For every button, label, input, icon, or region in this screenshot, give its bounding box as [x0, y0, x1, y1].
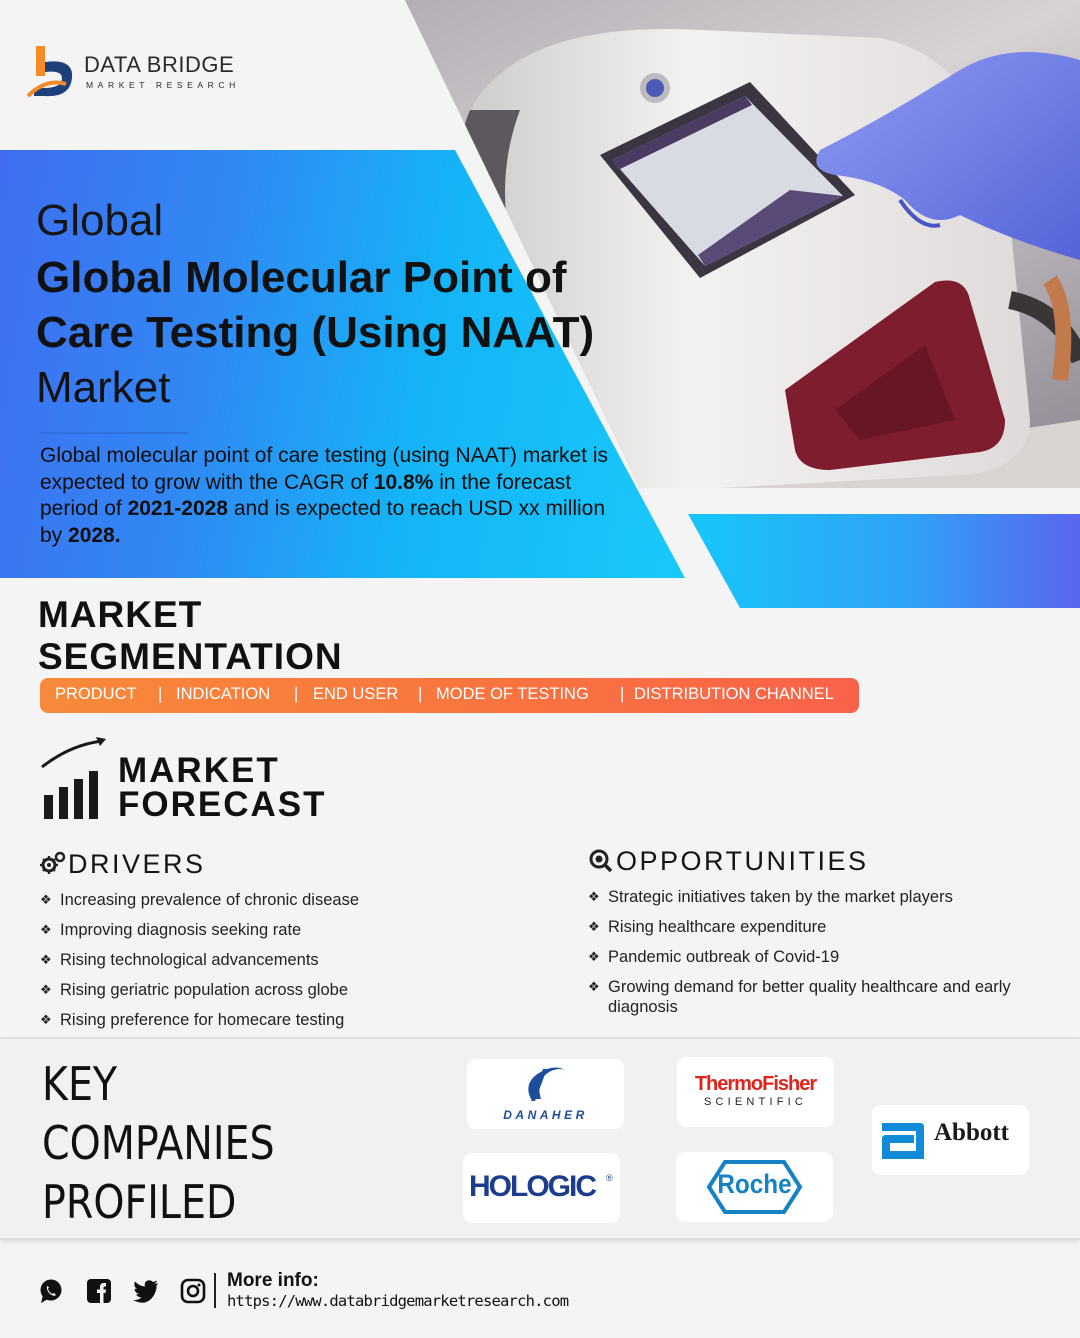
- market-summary: [40, 443, 620, 549]
- segmentation-bar: [40, 678, 859, 713]
- thermofisher-subtext: SCIENTIFIC: [703, 1096, 808, 1108]
- drivers-heading: [40, 849, 206, 880]
- list-item: ❖ Improving diagnosis seeking rate: [40, 920, 460, 940]
- list-item: ❖ Rising geriatric population across globe: [40, 980, 460, 1000]
- list-item: ❖ Increasing prevalence of chronic disease: [40, 890, 460, 910]
- list-item: ❖ Growing demand for better quality healthcare and early diagnosis: [588, 977, 1028, 1017]
- segment-separator: |: [158, 685, 163, 703]
- list-item: ❖ Pandemic outbreak of Covid-19: [588, 947, 1028, 967]
- whatsapp-icon[interactable]: [38, 1278, 64, 1304]
- thermofisher-text: ThermoFisher: [694, 1073, 817, 1095]
- segment-distribution-channel[interactable]: DISTRIBUTION CHANNEL: [634, 685, 834, 703]
- segment-separator: |: [294, 685, 299, 703]
- brand-tagline: MARKET RESEARCH: [86, 80, 240, 90]
- twitter-icon[interactable]: [132, 1278, 158, 1304]
- companies-heading-line-1: KEY: [42, 1057, 118, 1111]
- facebook-icon[interactable]: [86, 1278, 112, 1304]
- list-item: ❖ Rising technological advancements: [40, 950, 460, 970]
- roche-logo-card[interactable]: [676, 1152, 833, 1222]
- segment-separator: |: [418, 685, 423, 703]
- instagram-icon[interactable]: [180, 1278, 206, 1304]
- title-light-part: Market: [36, 363, 171, 412]
- website-link[interactable]: https://www.databridgemarketresearch.com: [227, 1292, 569, 1310]
- thermofisher-logo-card[interactable]: [677, 1057, 834, 1127]
- summary-text-3: and is expected to reach USD xx million by: [40, 497, 606, 547]
- forecast-heading-line-1: MARKET: [118, 751, 280, 790]
- bar-chart-growth-icon: [40, 737, 112, 821]
- opportunities-title: OPPORTUNITIES: [616, 846, 869, 876]
- abbott-logo-card[interactable]: [872, 1105, 1029, 1175]
- summary-year: 2028.: [68, 523, 121, 547]
- list-item: ❖ Rising preference for homecare testing: [40, 1010, 460, 1030]
- hologic-text: HOLOGIC: [469, 1170, 595, 1203]
- hologic-logo-card[interactable]: [463, 1153, 620, 1223]
- summary-text-2: in the forecast period of: [40, 470, 572, 520]
- page-title: [36, 250, 596, 415]
- list-item: ❖ Rising healthcare expenditure: [588, 917, 1028, 937]
- segment-product[interactable]: PRODUCT: [55, 685, 137, 703]
- companies-heading-line-3: PROFILED: [42, 1175, 237, 1229]
- summary-text-1: Global molecular point of care testing (using NAAT) market is expected to grow with the CAGR of: [40, 444, 609, 494]
- forecast-heading: [118, 751, 327, 824]
- companies-heading: [42, 1055, 275, 1232]
- abbott-text: Abbott: [934, 1119, 1010, 1146]
- gears-icon: [40, 851, 66, 875]
- brand-logo[interactable]: [26, 44, 240, 104]
- list-item: ❖ Strategic initiatives taken by the market players: [588, 887, 1028, 907]
- segment-separator: |: [620, 685, 625, 703]
- segmentation-heading: [38, 594, 343, 678]
- hologic-registered-mark: ®: [606, 1173, 613, 1183]
- accent-gradient-band: [688, 514, 1080, 608]
- abbott-mark-icon: [880, 1121, 926, 1161]
- segmentation-heading-line-2: SEGMENTATION: [38, 636, 343, 677]
- title-prefix: Global: [36, 196, 164, 245]
- drivers-list: [40, 890, 460, 1030]
- segment-indication[interactable]: INDICATION: [176, 685, 271, 703]
- brand-name: DATA BRIDGE: [84, 52, 235, 77]
- data-bridge-logo-icon: [26, 44, 78, 102]
- segment-mode-of-testing[interactable]: MODE OF TESTING: [436, 685, 589, 703]
- danaher-text: DANAHER: [503, 1108, 588, 1122]
- drivers-title: DRIVERS: [68, 849, 206, 879]
- title-bold-part: Global Molecular Point of Care Testing (Using NAAT): [36, 253, 595, 357]
- roche-text: Roche: [717, 1169, 792, 1199]
- companies-heading-line-2: COMPANIES: [42, 1116, 275, 1170]
- magnifier-icon: [588, 848, 614, 872]
- forecast-heading-line-2: FORECAST: [118, 785, 327, 824]
- danaher-mark-icon: [517, 1065, 573, 1103]
- summary-cagr: 10.8%: [373, 470, 434, 494]
- opportunities-heading: [588, 846, 869, 877]
- more-info-label: More info:: [227, 1270, 319, 1291]
- footer-divider: [214, 1273, 216, 1308]
- summary-period: 2021-2028: [127, 497, 228, 520]
- segmentation-heading-line-1: MARKET: [38, 594, 203, 635]
- title-divider: [40, 432, 188, 434]
- segment-end-user[interactable]: END USER: [313, 685, 399, 703]
- danaher-logo-card[interactable]: [467, 1059, 624, 1129]
- opportunities-list: [588, 887, 1028, 1017]
